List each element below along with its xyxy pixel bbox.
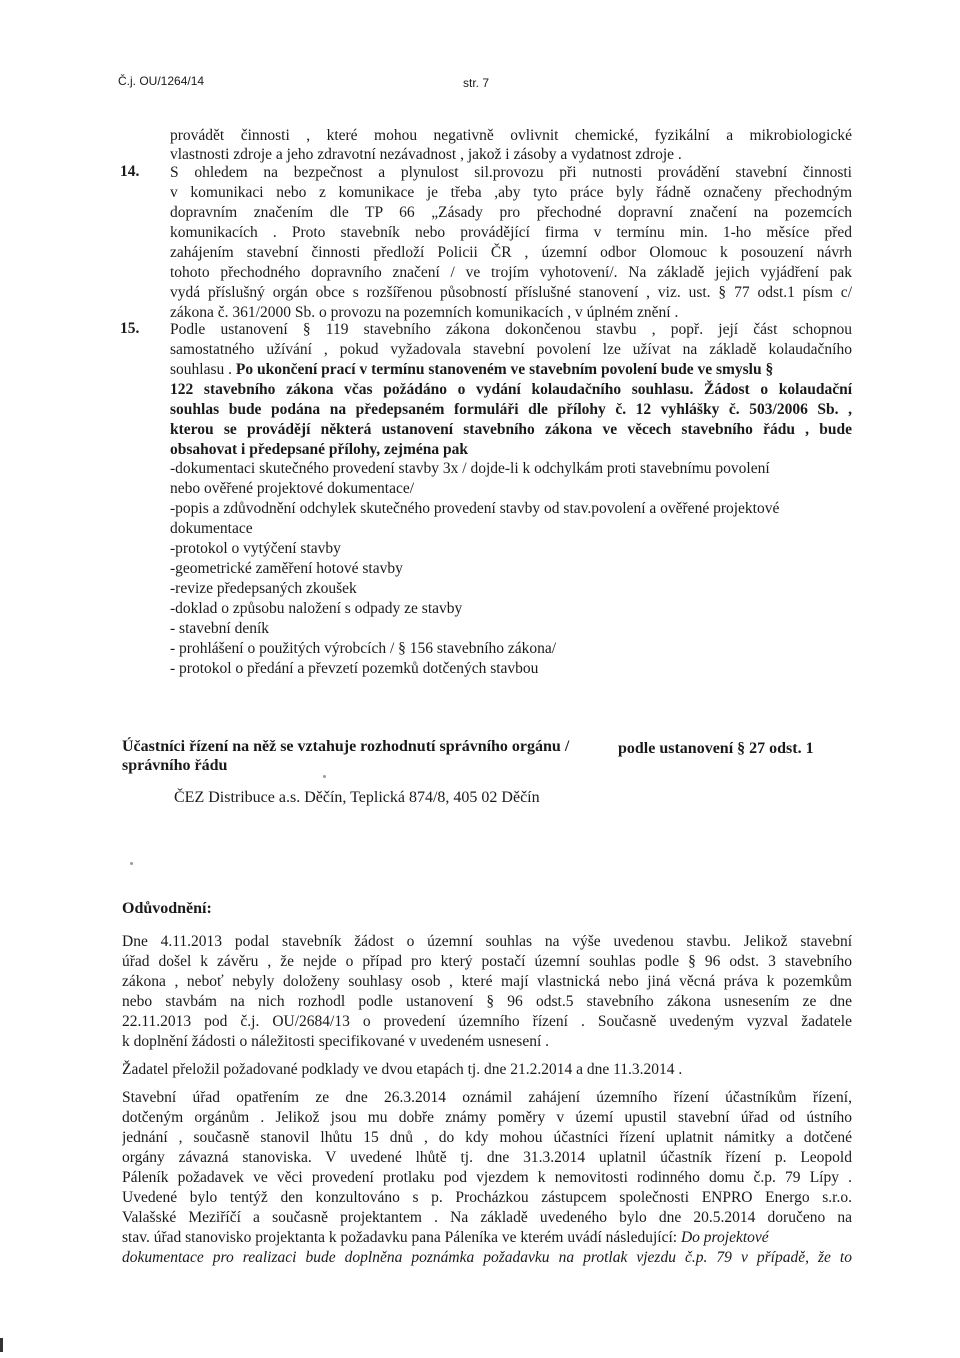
text-line: orgány závazná stanoviska. V uvedené lhůtě tj. dne 31.3.2014 uplatnil účastník řízení p. Leopold (122, 1149, 852, 1166)
justification-heading: Odůvodnění: (122, 900, 212, 917)
list-item: - protokol o předání a převzetí pozemků dotčených stavbou (170, 660, 539, 677)
list-item: -dokumentaci skutečného provedení stavby 3x / dojde-li k odchylkám proti stavebnímu povolení (170, 460, 770, 477)
text-line: úřad došel k závěru , že nejde o případ pro který postačí územní souhlas podle § 96 odst. 3 stavebního (122, 953, 852, 970)
text-line: nebo stavbám na nich rozhodl podle ustanovení § 96 odst.5 stavebního zákona usnesením ze dne (122, 993, 852, 1010)
list-item: -doklad o způsobu naložení s odpady ze stavby (170, 600, 463, 617)
text-line: Valašské Meziříčí a současně projektantem . Na základě uvedeného bylo dne 20.5.2014 doručeno na (122, 1209, 852, 1226)
text-line: zákona , neboť nebyly doloženy souhlasy osob , které mají vlastnická nebo jiná věcná práva k pozemkům (122, 973, 852, 990)
text-line-bold: kterou se provádějí některá ustanovení stavebního zákona ve věcech stavebního řádu , bude (170, 421, 852, 438)
scan-speck (323, 775, 326, 778)
text-line (122, 1228, 852, 1247)
participants-heading: Účastníci řízení na něž se vztahuje rozhodnutí správního orgánu / (122, 738, 570, 755)
text-line: Páleník požadavek ve věci provedení protlaku pod vjezdem k nemovitosti rodinného domu č.p. 79 Lípy . (122, 1169, 852, 1186)
text-line: dotčeným orgánům . Jelikož jsou mu dobře známy poměry v území upustil stavební úřad od ústního (122, 1109, 852, 1126)
text-line: dopravním značením dle TP 66 „Zásady pro přechodné dopravní značení na pozemcích (170, 204, 852, 221)
scan-speck (130, 862, 133, 865)
text-line-bold: 122 stavebního zákona včas požádáno o vydání kolaudačního souhlasu. Žádost o kolaudační (170, 381, 852, 398)
text-line: Žadatel přeložil požadované podklady ve dvou etapách tj. dne 21.2.2014 a dne 11.3.2014 . (122, 1061, 683, 1078)
text-line: 22.11.2013 pod č.j. OU/2684/13 o provedení územního řízení . Současně uvedeným vyzval žadatele (122, 1013, 852, 1030)
list-item: -protokol o vytýčení stavby (170, 540, 341, 557)
page-number: str. 7 (463, 76, 490, 90)
text-line: samostatného užívání , pokud vyžadovala stavební povolení lze užívat na základě kolaudačního (170, 341, 852, 358)
text-line: Stavební úřad opatřením ze dne 26.3.2014 oznámil zahájení územního řízení účastníkům řízení, (122, 1089, 852, 1106)
text-line: S ohledem na bezpečnost a plynulost sil.provozu při nutnosti provádění stavební činnosti (170, 164, 852, 181)
text-line-italic: dokumentace pro realizaci bude doplněna poznámka požadavku na protlak vjezdu č.p. 79 v případě, že to (122, 1249, 852, 1266)
text-line-bold: obsahovat i předepsané přílohy, zejména pak (170, 441, 468, 458)
text-line (170, 360, 852, 379)
list-item: dokumentace (170, 520, 253, 537)
participants-heading-continued: správního řádu (122, 757, 228, 774)
text-normal: stav. úřad stanovisko projektanta k požadavku pana Páleníka ve kterém uvádí následující: (122, 1229, 678, 1246)
list-item: -geometrické zaměření hotové stavby (170, 560, 403, 577)
reference-number: Č.j. OU/1264/14 (118, 74, 205, 88)
text-line: vydá příslušný orgán obce s rozšířenou působností příslušné stanovení , viz. ust. § 77 odst.1 písm c/ (170, 284, 852, 301)
item-number: 14. (120, 163, 140, 180)
text-line: v komunikaci nebo z komunikace je třeba ,aby tyto práce byly řádně označeny přechodným (170, 184, 852, 201)
list-item: - prohlášení o použitých výrobcích / § 156 stavebního zákona/ (170, 640, 557, 657)
text-line: provádět činnosti , které mohou negativně ovlivnit chemické, fyzikální a mikrobiologické (170, 127, 852, 144)
text-line-bold: souhlas bude podána na předepsaném formuláři dle přílohy č. 12 vyhlášky č. 503/2006 Sb. , (170, 401, 852, 418)
text-line: Uvedené bylo tentýž den konzultováno s p. Procházkou zástupcem společnosti ENPRO Energo s.r.o. (122, 1189, 852, 1206)
text-line: zákona č. 361/2000 Sb. o provozu na pozemních komunikacích , v úplném znění . (170, 304, 679, 321)
text-normal: souhlasu . (170, 361, 232, 378)
text-line: jednání , současně stanovil lhůtu 15 dnů , do kdy mohou účastníci řízení uplatnit námitky a dotčené (122, 1129, 852, 1146)
text-line: Podle ustanovení § 119 stavebního zákona dokončenou stavbu , popř. její část schopnou (170, 321, 852, 338)
text-line: vlastnosti zdroje a jeho zdravotní nezávadnost , jakož i zásoby a vydatnost zdroje . (170, 146, 682, 163)
participants-heading-legal-basis: podle ustanovení § 27 odst. 1 (618, 740, 814, 757)
list-item: - stavební deník (170, 620, 270, 637)
text-italic: Do projektové (680, 1229, 769, 1246)
list-item: -revize předepsaných zkoušek (170, 580, 357, 597)
participant-entry: ČEZ Distribuce a.s. Děčín, Teplická 874/8, 405 02 Děčín (174, 789, 540, 806)
text-line: Dne 4.11.2013 podal stavebník žádost o územní souhlas na výše uvedenou stavbu. Jelikož stavební (122, 933, 852, 950)
text-line: k doplnění žádosti o náležitosti specifikované v uvedeném usnesení . (122, 1033, 549, 1050)
text-line: tohoto přechodného dopravního značení / ve trojím vyhotovení/. Na základě jejich vyjádření pak (170, 264, 852, 281)
text-line: zahájením stavební činnosti předloží Policii ČR , územní odbor Olomouc k posouzení návrh (170, 244, 852, 261)
scan-edge-mark (0, 1338, 3, 1352)
item-number: 15. (120, 320, 140, 337)
list-item: -popis a zdůvodnění odchylek skutečného provedení stavby od stav.povolení a ověřené projektové (170, 500, 780, 517)
text-line: komunikacích . Proto stavebník nebo provádějící firma v termínu min. 1-ho měsíce před (170, 224, 852, 241)
text-bold: Po ukončení prací v termínu stanoveném ve stavebním povolení bude ve smyslu § (235, 361, 774, 378)
list-item: nebo ověřené projektové dokumentace/ (170, 480, 415, 497)
